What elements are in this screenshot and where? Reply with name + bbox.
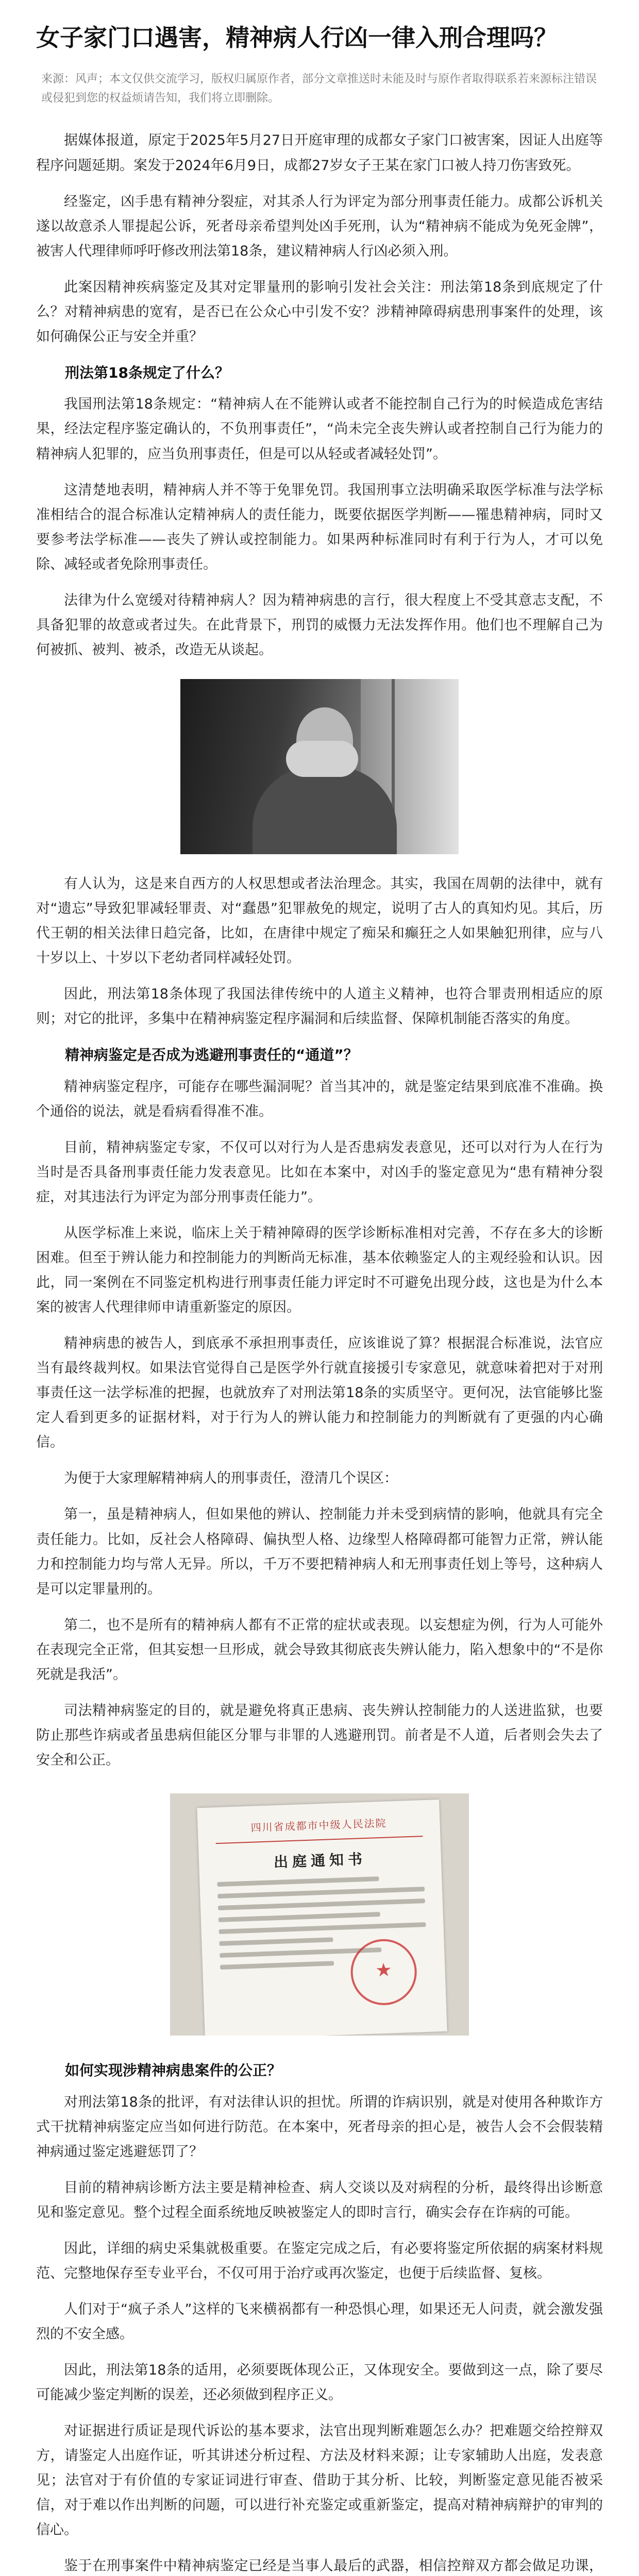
article-paragraph: 经鉴定，凶手患有精神分裂症，对其杀人行为评定为部分刑事责任能力。成都公诉机关遂以故意杀人罪提起公诉，死者母亲希望判处凶手死刑，认为“精神病不能成为免死金牌”，被害人代理律师呼吁修改刑法第18条，建议精神病人行凶必须入刑。 (36, 193, 603, 259)
court-notice-paper (197, 1800, 447, 2036)
article-paragraph: 因此，详细的病史采集就极重要。在鉴定完成之后，有必要将鉴定所依据的病案材料规范、完整地保存至专业平台，不仅可用于治疗或再次鉴定，也便于后续监督、复核。 (36, 2240, 603, 2281)
article-paragraph: 据媒体报道，原定于2025年5月27日开庭审理的成都女子家门口被害案，因证人出庭等程序问题延期。案发于2024年6月9日，成都27岁女子王某在家门口被人持刀伤害致死。 (36, 132, 603, 174)
article-body-part-3 (36, 2058, 603, 2576)
article-paragraph: 精神病患的被告人，到底承不承担刑事责任，应该谁说了算？根据混合标准说，法官应当有最终裁判权。如果法官觉得自己是医学外行就直接援引专家意见，就意味着把对于对刑事责任这一法学标准的把握，也就放弃了对刑法第18条的实质坚守。更何况，法官能够比鉴定人看到更多的证据材料，对于行为人的辨认能力和控制能力的判断就有了更强的内心确信。 (36, 1335, 603, 1451)
article-body-part-1 (36, 128, 603, 662)
court-notice-text-line (220, 1961, 334, 1970)
article-paragraph: 从医学标准上来说，临床上关于精神障碍的医学诊断标准相对完善，不存在多大的诊断困难。但至于辨认能力和控制能力的判断尚无标准，基本依赖鉴定人的主观经验和认识。因此，同一案例在不同鉴定机构进行刑事责任能力评定时不可避免出现分歧，这也是为什么本案的被害人代理律师申请重新鉴定的原因。 (36, 1225, 603, 1316)
court-notice-text-line (218, 1899, 425, 1910)
article-paragraph: 司法精神病鉴定的目的，就是避免将真正患病、丧失辨认控制能力的人送进监狱，也要防止那些诈病或者虽患病但能区分罪与非罪的人逃避刑罚。前者是不人道，后者则会失去了安全和公正。 (36, 1702, 603, 1768)
section-heading: 刑法第18条规定了什么？ (65, 364, 229, 381)
court-notice-text-line (217, 1876, 379, 1887)
article-paragraph: 目前的精神病诊断方法主要是精神检查、病人交谈以及对病程的分析，最终得出诊断意见和鉴定意见。整个过程全面系统地反映被鉴定人的即时言行，确实会存在诈病的可能。 (36, 2179, 603, 2221)
article-paragraph: 对证据进行质证是现代诉讼的基本要求，法官出现判断难题怎么办？把难题交给控辩双方，请鉴定人出庭作证，听其讲述分析过程、方法及材料来源；让专家辅助人出庭，发表意见；法官对于有价值的专家证词进行审查、借助于其分析、比较，判断鉴定意见能否被采信，对于难以作出判断的问题，可以进行补充鉴定或重新鉴定，提高对精神病辩护的审判的信心。 (36, 2423, 603, 2538)
court-notice-text-line (217, 1887, 425, 1899)
court-notice-org: 四川省成都市中级人民法院 (250, 1817, 387, 1834)
court-notice-text-line (219, 1937, 333, 1946)
section-heading: 精神病鉴定是否成为逃避刑事责任的“通道”？ (65, 1046, 358, 1064)
article-body-part-2 (36, 872, 603, 1773)
article-paragraph: 鉴于在刑事案件中精神病鉴定已经是当事人最后的武器，相信控辩双方都会做足功课， (64, 2558, 603, 2574)
section-heading: 如何实现涉精神病患案件的公正？ (65, 2061, 282, 2079)
photo-distressed-man (180, 679, 459, 854)
court-notice-text-line (218, 1912, 380, 1922)
article-paragraph: 人们对于“疯子杀人”这样的飞来横祸都有一种恐惧心理，如果还无人问责，就会激发强烈的不安全感。 (36, 2301, 603, 2342)
article-paragraph: 这清楚地表明，精神病人并不等于免罪免罚。我国刑事立法明确采取医学标准与法学标准相结合的混合标准认定精神病人的责任能力，既要依据医学判断——罹患精神病，同时又要参考法学标准——丧失了辨认或控制能力。如果两种标准同时有利于行为人，才可以免除、减轻或者免除刑事责任。 (36, 482, 603, 572)
article-paragraph: 第一，虽是精神病人，但如果他的辨认、控制能力并未受到病情的影响，他就具有完全责任能力。比如，反社会人格障碍、偏执型人格、边缘型人格障碍都可能智力正常，辨认能力和控制能力均与常人无异。所以，千万不要把精神病人和无刑事责任划上等号，这种病人是可以定罪量刑的。 (36, 1506, 603, 1597)
court-notice-title: 出庭通知书 (273, 1850, 367, 1871)
article-paragraph: 此案因精神疾病鉴定及其对定罪量刑的影响引发社会关注：刑法第18条到底规定了什么？对精神病患的宽宥，是否已在公众心中引发不安？涉精神障碍病患刑事案件的处理，该如何确保公正与安全并重？ (36, 279, 603, 345)
court-notice-rule (216, 1836, 423, 1844)
court-notice-text-line (219, 1922, 426, 1934)
photo-figure-hands (286, 741, 358, 777)
article-paragraph: 法律为什么宽缓对待精神病人？因为精神病患的言行，很大程度上不受其意志支配，不具备犯罪的故意或者过失。在此背景下，刑罚的威慑力无法发挥作用。他们也不理解自己为何被抓、被判、被杀，改造无从谈起。 (36, 592, 603, 658)
article-paragraph: 对刑法第18条的批评，有对法律认识的担忧。所谓的诈病识别，就是对使用各种欺诈方式干扰精神病鉴定应当如何进行防范。在本案中，死者母亲的担心是，被告人会不会假装精神病通过鉴定逃避惩罚了？ (36, 2094, 603, 2160)
photo-court-notice (170, 1793, 469, 2036)
article-paragraph: 为便于大家理解精神病人的刑事责任，澄清几个误区： (64, 1470, 398, 1487)
article-paragraph: 因此，刑法第18条的适用，必须要既体现公正，又体现安全。要做到这一点，除了要尽可能减少鉴定判断的误差，还必须做到程序正义。 (36, 2362, 603, 2403)
article-paragraph: 精神病鉴定程序，可能存在哪些漏洞呢？首当其冲的，就是鉴定结果到底准不准确。换个通俗的说法，就是看病看得准不准。 (36, 1078, 603, 1120)
article-paragraph: 有人认为，这是来自西方的人权思想或者法治理念。其实，我国在周朝的法律中，就有对“遗忘”导致犯罪减轻罪责、对“蠢愚”犯罪赦免的规定，说明了古人的真知灼见。其后，历代王朝的相关法律日趋完备，比如，在唐律中规定了痴呆和癫狂之人如果触犯刑律，应与八十岁以上、十岁以下老幼者同样减轻处罚。 (36, 875, 603, 967)
article-paragraph: 我国刑法第18条规定：“精神病人在不能辨认或者不能控制自己行为的时候造成危害结果，经法定程序鉴定确认的，不负刑事责任”，“尚未完全丧失辨认或者控制自己行为能力的精神病人犯罪的，应当负刑事责任，但是可以从轻或者减轻处罚”。 (36, 396, 603, 462)
article-paragraph: 第二，也不是所有的精神病人都有不正常的症状或表现。以妄想症为例，行为人可能外在表现完全正常，但其妄想一旦形成，就会导致其彻底丧失辨认能力，陷入想象中的“不是你死就是我活”。 (36, 1617, 603, 1683)
article-title: 女子家门口遇害，精神病人行凶一律入刑合理吗？ (36, 24, 558, 52)
article-source: 来源：风声；本文仅供交流学习，版权归属原作者，部分文章推送时未能及时与原作者取得联系若来源标注错误或侵犯到您的权益烦请告知，我们将立即删除。 (41, 72, 597, 105)
article-paragraph: 因此，刑法第18条体现了我国法律传统中的人道主义精神，也符合罪责刑相适应的原则；对它的批评，多集中在精神病鉴定程序漏洞和后续监督、保障机制能否落实的角度。 (36, 986, 603, 1027)
article-paragraph: 目前，精神病鉴定专家，不仅可以对行为人是否患病发表意见，还可以对行为人在行为当时是否具备刑事责任能力发表意见。比如在本案中，对凶手的鉴定意见为“患有精神分裂症，对其违法行为评定为部分刑事责任能力”。 (36, 1139, 603, 1205)
